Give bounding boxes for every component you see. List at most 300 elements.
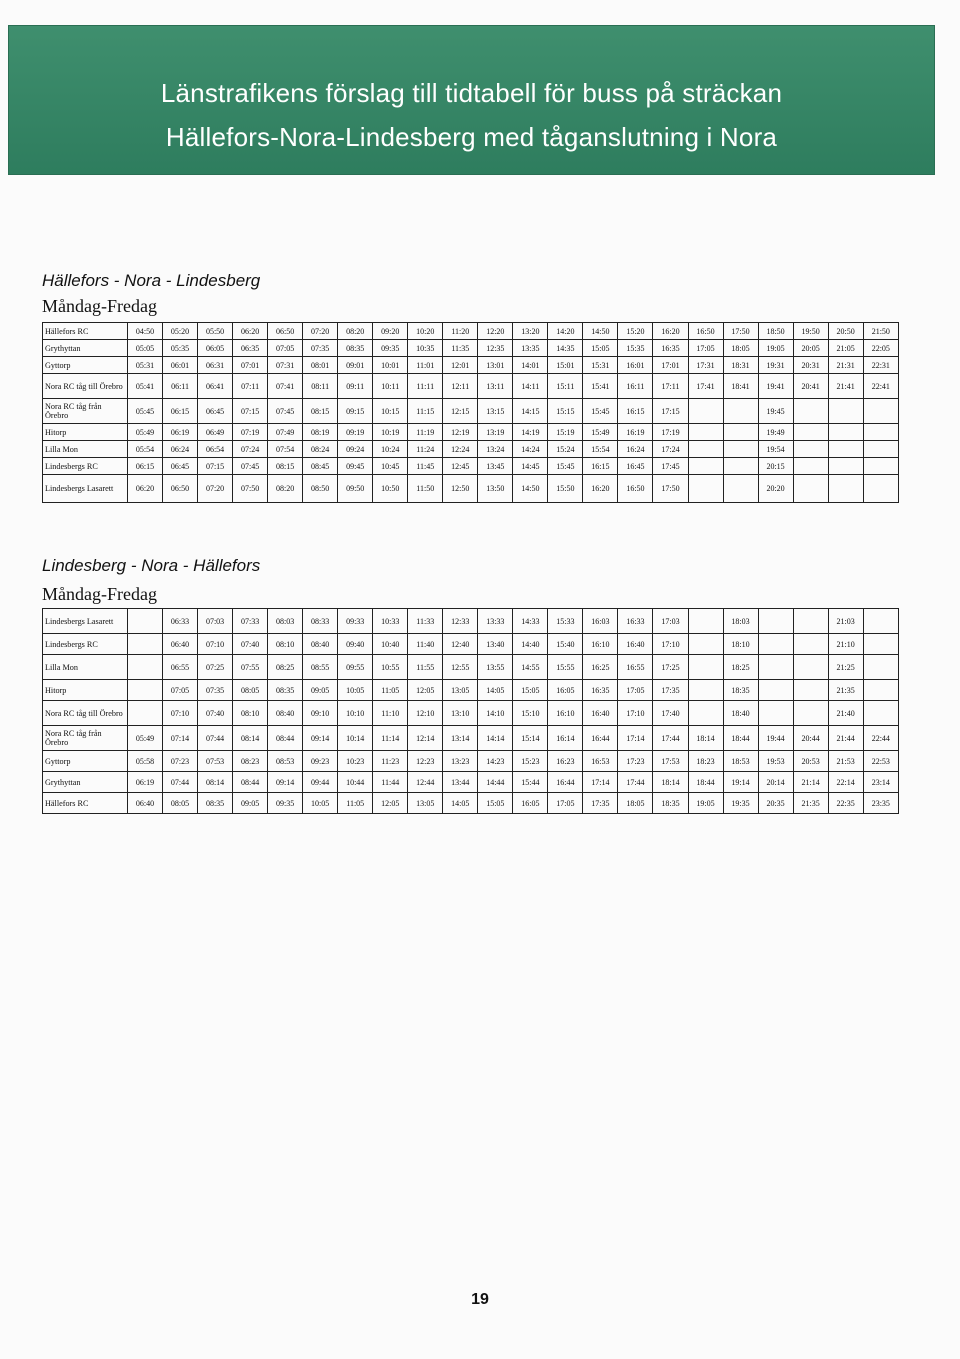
departure-time: 06:35 — [233, 340, 268, 357]
departure-time: 05:58 — [128, 751, 163, 772]
departure-time: 08:44 — [268, 726, 303, 751]
departure-time: 08:15 — [303, 399, 338, 424]
departure-time: 12:45 — [443, 458, 478, 475]
departure-time: 08:20 — [338, 323, 373, 340]
departure-time — [723, 424, 758, 441]
departure-time: 13:24 — [478, 441, 513, 458]
departure-time: 07:05 — [163, 680, 198, 701]
departure-time: 22:05 — [863, 340, 898, 357]
departure-time: 10:44 — [338, 772, 373, 793]
departure-time — [758, 634, 793, 655]
departure-time: 06:45 — [198, 399, 233, 424]
departure-time: 12:05 — [373, 793, 408, 814]
departure-time: 18:14 — [688, 726, 723, 751]
departure-time: 10:55 — [373, 655, 408, 680]
departure-time: 08:05 — [163, 793, 198, 814]
departure-time: 16:44 — [548, 772, 583, 793]
departure-time — [828, 458, 863, 475]
departure-time — [863, 475, 898, 503]
timetable-lindesberg-hallefors — [42, 608, 899, 814]
departure-time: 18:53 — [723, 751, 758, 772]
departure-time: 17:25 — [653, 655, 688, 680]
departure-time: 06:15 — [128, 458, 163, 475]
departure-time: 16:24 — [618, 441, 653, 458]
departure-time: 08:19 — [303, 424, 338, 441]
departure-time: 07:35 — [303, 340, 338, 357]
departure-time: 15:33 — [548, 609, 583, 634]
departure-time: 08:53 — [268, 751, 303, 772]
departure-time — [723, 458, 758, 475]
departure-time: 07:10 — [198, 634, 233, 655]
departure-time: 08:10 — [233, 701, 268, 726]
departure-time: 11:50 — [408, 475, 443, 503]
table-row — [43, 701, 899, 726]
departure-time: 17:03 — [653, 609, 688, 634]
departure-time: 11:19 — [408, 424, 443, 441]
table-row — [43, 458, 899, 475]
stop-name: Hitorp — [43, 680, 128, 701]
departure-time: 19:05 — [688, 793, 723, 814]
departure-time: 18:05 — [618, 793, 653, 814]
departure-time — [863, 458, 898, 475]
departure-time: 15:49 — [583, 424, 618, 441]
departure-time: 22:41 — [863, 374, 898, 399]
departure-time: 07:25 — [198, 655, 233, 680]
departure-time: 06:54 — [198, 441, 233, 458]
departure-time: 18:41 — [723, 374, 758, 399]
stop-name: Nora RC tåg till Örebro — [43, 374, 128, 399]
departure-time: 17:45 — [653, 458, 688, 475]
departure-time: 08:50 — [303, 475, 338, 503]
departure-time: 10:24 — [373, 441, 408, 458]
departure-time: 13:19 — [478, 424, 513, 441]
departure-time: 12:35 — [478, 340, 513, 357]
departure-time: 14:05 — [443, 793, 478, 814]
departure-time — [863, 441, 898, 458]
table-row — [43, 475, 899, 503]
departure-time — [758, 701, 793, 726]
departure-time: 08:01 — [303, 357, 338, 374]
departure-time: 21:25 — [828, 655, 863, 680]
departure-time: 13:15 — [478, 399, 513, 424]
departure-time: 19:44 — [758, 726, 793, 751]
departure-time — [688, 680, 723, 701]
departure-time: 22:31 — [863, 357, 898, 374]
departure-time — [793, 424, 828, 441]
departure-time: 08:11 — [303, 374, 338, 399]
departure-time: 07:01 — [233, 357, 268, 374]
departure-time: 08:55 — [303, 655, 338, 680]
departure-time — [863, 399, 898, 424]
departure-time: 20:05 — [793, 340, 828, 357]
departure-time: 14:23 — [478, 751, 513, 772]
departure-time — [128, 655, 163, 680]
departure-time: 14:11 — [513, 374, 548, 399]
departure-time: 04:50 — [128, 323, 163, 340]
departure-time: 12:55 — [443, 655, 478, 680]
departure-time: 14:45 — [513, 458, 548, 475]
departure-time: 16:10 — [583, 634, 618, 655]
table-row — [43, 793, 899, 814]
departure-time: 15:05 — [478, 793, 513, 814]
departure-time: 07:31 — [268, 357, 303, 374]
departure-time: 06:45 — [163, 458, 198, 475]
departure-time — [863, 609, 898, 634]
departure-time: 22:53 — [863, 751, 898, 772]
departure-time: 16:45 — [618, 458, 653, 475]
page-number: 19 — [471, 1291, 489, 1308]
departure-time: 15:23 — [513, 751, 548, 772]
table-row — [43, 634, 899, 655]
departure-time: 08:33 — [303, 609, 338, 634]
departure-time — [863, 680, 898, 701]
departure-time: 10:15 — [373, 399, 408, 424]
departure-time — [828, 441, 863, 458]
departure-time — [128, 701, 163, 726]
departure-time: 14:19 — [513, 424, 548, 441]
departure-time: 15:54 — [583, 441, 618, 458]
departure-time: 18:35 — [723, 680, 758, 701]
table-row — [43, 399, 899, 424]
departure-time: 13:14 — [443, 726, 478, 751]
departure-time: 15:20 — [618, 323, 653, 340]
departure-time: 15:55 — [548, 655, 583, 680]
departure-time: 10:05 — [338, 680, 373, 701]
departure-time: 21:14 — [793, 772, 828, 793]
departure-time: 13:10 — [443, 701, 478, 726]
departure-time — [688, 609, 723, 634]
departure-time: 15:05 — [583, 340, 618, 357]
stop-name: Lilla Mon — [43, 655, 128, 680]
departure-time: 19:41 — [758, 374, 793, 399]
departure-time: 19:50 — [793, 323, 828, 340]
departure-time — [793, 475, 828, 503]
departure-time: 12:40 — [443, 634, 478, 655]
table-row — [43, 655, 899, 680]
departure-time: 08:25 — [268, 655, 303, 680]
departure-time: 15:19 — [548, 424, 583, 441]
table-row — [43, 357, 899, 374]
table-row — [43, 424, 899, 441]
departure-time: 14:15 — [513, 399, 548, 424]
departure-time: 12:44 — [408, 772, 443, 793]
departure-time — [863, 655, 898, 680]
departure-time: 15:10 — [513, 701, 548, 726]
departure-time: 15:11 — [548, 374, 583, 399]
departure-time — [793, 655, 828, 680]
departure-time — [758, 655, 793, 680]
departure-time: 11:23 — [373, 751, 408, 772]
departure-time: 11:20 — [443, 323, 478, 340]
departure-time: 20:41 — [793, 374, 828, 399]
departure-time: 16:55 — [618, 655, 653, 680]
departure-time: 07:40 — [198, 701, 233, 726]
section-2-subheading: Måndag-Fredag — [42, 584, 157, 604]
departure-time: 07:40 — [233, 634, 268, 655]
departure-time: 15:05 — [513, 680, 548, 701]
departure-time: 08:40 — [268, 701, 303, 726]
stop-name: Lindesbergs Lasarett — [43, 475, 128, 503]
departure-time: 07:20 — [198, 475, 233, 503]
departure-time: 20:20 — [758, 475, 793, 503]
departure-time — [128, 680, 163, 701]
departure-time: 18:05 — [723, 340, 758, 357]
departure-time: 14:35 — [548, 340, 583, 357]
departure-time: 10:11 — [373, 374, 408, 399]
departure-time: 09:33 — [338, 609, 373, 634]
section-1-subheading: Måndag-Fredag — [42, 296, 157, 316]
departure-time: 06:19 — [163, 424, 198, 441]
departure-time: 08:35 — [198, 793, 233, 814]
departure-time: 16:35 — [583, 680, 618, 701]
departure-time: 08:20 — [268, 475, 303, 503]
departure-time: 15:14 — [513, 726, 548, 751]
departure-time: 20:50 — [828, 323, 863, 340]
departure-time: 10:19 — [373, 424, 408, 441]
departure-time: 17:53 — [653, 751, 688, 772]
departure-time — [688, 634, 723, 655]
departure-time: 05:54 — [128, 441, 163, 458]
departure-time: 07:15 — [198, 458, 233, 475]
departure-time: 11:05 — [373, 680, 408, 701]
departure-time — [688, 701, 723, 726]
departure-time — [793, 680, 828, 701]
stop-name: Hällefors RC — [43, 793, 128, 814]
departure-time: 19:45 — [758, 399, 793, 424]
departure-time: 12:01 — [443, 357, 478, 374]
stop-name: Lilla Mon — [43, 441, 128, 458]
departure-time: 09:15 — [338, 399, 373, 424]
departure-time: 08:44 — [233, 772, 268, 793]
departure-time: 05:49 — [128, 726, 163, 751]
departure-time — [793, 701, 828, 726]
departure-time: 09:05 — [233, 793, 268, 814]
departure-time: 07:19 — [233, 424, 268, 441]
departure-time: 15:45 — [548, 458, 583, 475]
departure-time: 15:35 — [618, 340, 653, 357]
departure-time: 11:10 — [373, 701, 408, 726]
departure-time: 12:10 — [408, 701, 443, 726]
departure-time — [723, 475, 758, 503]
departure-time: 11:05 — [338, 793, 373, 814]
departure-time: 21:53 — [828, 751, 863, 772]
departure-time: 17:23 — [618, 751, 653, 772]
departure-time: 13:05 — [408, 793, 443, 814]
departure-time: 15:15 — [548, 399, 583, 424]
departure-time: 16:25 — [583, 655, 618, 680]
table-row — [43, 323, 899, 340]
stop-name: Nora RC tåg till Örebro — [43, 701, 128, 726]
departure-time — [688, 655, 723, 680]
departure-time: 11:35 — [443, 340, 478, 357]
departure-time: 19:53 — [758, 751, 793, 772]
departure-time — [793, 609, 828, 634]
departure-time: 15:45 — [583, 399, 618, 424]
departure-time: 17:19 — [653, 424, 688, 441]
departure-time: 09:14 — [268, 772, 303, 793]
departure-time: 09:01 — [338, 357, 373, 374]
departure-time: 17:14 — [583, 772, 618, 793]
departure-time: 05:49 — [128, 424, 163, 441]
departure-time: 09:14 — [303, 726, 338, 751]
departure-time: 08:35 — [268, 680, 303, 701]
departure-time: 09:50 — [338, 475, 373, 503]
departure-time: 20:14 — [758, 772, 793, 793]
stop-name: Nora RC tåg från Örebro — [43, 726, 128, 751]
departure-time: 13:44 — [443, 772, 478, 793]
departure-time: 21:35 — [793, 793, 828, 814]
banner-title-line-2: Hällefors-Nora-Lindesberg med tåganslutning i Nora — [165, 122, 778, 152]
departure-time: 15:41 — [583, 374, 618, 399]
departure-time: 05:45 — [128, 399, 163, 424]
departure-time: 12:19 — [443, 424, 478, 441]
departure-time — [758, 609, 793, 634]
departure-time — [723, 399, 758, 424]
departure-time: 12:14 — [408, 726, 443, 751]
departure-time: 18:44 — [723, 726, 758, 751]
departure-time: 21:31 — [828, 357, 863, 374]
table-row — [43, 374, 899, 399]
departure-time: 19:54 — [758, 441, 793, 458]
departure-time: 07:53 — [198, 751, 233, 772]
departure-time: 17:35 — [583, 793, 618, 814]
departure-time: 11:11 — [408, 374, 443, 399]
departure-time: 13:40 — [478, 634, 513, 655]
departure-time — [828, 399, 863, 424]
departure-time: 07:54 — [268, 441, 303, 458]
departure-time: 17:15 — [653, 399, 688, 424]
departure-time — [863, 701, 898, 726]
departure-time: 09:19 — [338, 424, 373, 441]
departure-time: 20:15 — [758, 458, 793, 475]
departure-time: 07:45 — [233, 458, 268, 475]
departure-time: 06:20 — [128, 475, 163, 503]
departure-time: 18:03 — [723, 609, 758, 634]
departure-time — [793, 458, 828, 475]
departure-time: 09:40 — [338, 634, 373, 655]
departure-time: 17:10 — [653, 634, 688, 655]
departure-time: 16:01 — [618, 357, 653, 374]
departure-time — [793, 634, 828, 655]
departure-time: 08:15 — [268, 458, 303, 475]
departure-time: 07:20 — [303, 323, 338, 340]
departure-time: 13:05 — [443, 680, 478, 701]
departure-time: 13:35 — [513, 340, 548, 357]
stop-name: Lindesbergs Lasarett — [43, 609, 128, 634]
departure-time: 11:01 — [408, 357, 443, 374]
departure-time: 06:31 — [198, 357, 233, 374]
departure-time — [863, 634, 898, 655]
departure-time — [723, 441, 758, 458]
departure-time: 09:55 — [338, 655, 373, 680]
departure-time: 10:05 — [303, 793, 338, 814]
departure-time: 16:15 — [583, 458, 618, 475]
departure-time — [128, 609, 163, 634]
stop-name: Nora RC tåg från Örebro — [43, 399, 128, 424]
departure-time: 07:44 — [163, 772, 198, 793]
departure-time: 09:44 — [303, 772, 338, 793]
departure-time: 14:14 — [478, 726, 513, 751]
departure-time: 15:40 — [548, 634, 583, 655]
departure-time: 11:40 — [408, 634, 443, 655]
departure-time: 08:14 — [233, 726, 268, 751]
departure-time: 10:01 — [373, 357, 408, 374]
departure-time: 18:35 — [653, 793, 688, 814]
departure-time: 17:24 — [653, 441, 688, 458]
departure-time: 10:20 — [408, 323, 443, 340]
timetable-hallefors-lindesberg — [42, 322, 899, 503]
departure-time: 11:14 — [373, 726, 408, 751]
departure-time: 14:55 — [513, 655, 548, 680]
departure-time: 18:23 — [688, 751, 723, 772]
departure-time: 06:05 — [198, 340, 233, 357]
departure-time: 08:45 — [303, 458, 338, 475]
section-1-heading: Hällefors - Nora - Lindesberg — [42, 271, 261, 290]
departure-time: 14:33 — [513, 609, 548, 634]
departure-time: 06:15 — [163, 399, 198, 424]
departure-time — [688, 399, 723, 424]
departure-time: 16:14 — [548, 726, 583, 751]
stop-name: Lindesbergs RC — [43, 458, 128, 475]
departure-time: 17:01 — [653, 357, 688, 374]
departure-time: 06:01 — [163, 357, 198, 374]
departure-time: 23:35 — [863, 793, 898, 814]
departure-time — [828, 424, 863, 441]
departure-time: 16:50 — [688, 323, 723, 340]
departure-time: 17:50 — [653, 475, 688, 503]
departure-time: 07:35 — [198, 680, 233, 701]
departure-time: 09:05 — [303, 680, 338, 701]
departure-time: 08:23 — [233, 751, 268, 772]
departure-time: 08:35 — [338, 340, 373, 357]
departure-time: 17:41 — [688, 374, 723, 399]
departure-time: 14:50 — [583, 323, 618, 340]
departure-time: 14:44 — [478, 772, 513, 793]
stop-name: Grythyttan — [43, 772, 128, 793]
departure-time: 12:20 — [478, 323, 513, 340]
departure-time — [688, 424, 723, 441]
departure-time: 20:35 — [758, 793, 793, 814]
departure-time: 05:41 — [128, 374, 163, 399]
table-row — [43, 609, 899, 634]
departure-time: 20:31 — [793, 357, 828, 374]
departure-time: 10:23 — [338, 751, 373, 772]
departure-time: 21:41 — [828, 374, 863, 399]
departure-time: 07:44 — [198, 726, 233, 751]
departure-time: 15:24 — [548, 441, 583, 458]
departure-time: 15:50 — [548, 475, 583, 503]
stop-name: Lindesbergs RC — [43, 634, 128, 655]
departure-time: 18:50 — [758, 323, 793, 340]
departure-time: 17:40 — [653, 701, 688, 726]
departure-time: 14:50 — [513, 475, 548, 503]
departure-time: 16:10 — [548, 701, 583, 726]
departure-time: 06:40 — [163, 634, 198, 655]
departure-time: 14:20 — [548, 323, 583, 340]
departure-time: 21:40 — [828, 701, 863, 726]
departure-time: 07:41 — [268, 374, 303, 399]
departure-time: 20:44 — [793, 726, 828, 751]
stop-name: Gyttorp — [43, 357, 128, 374]
departure-time: 16:44 — [583, 726, 618, 751]
departure-time: 09:35 — [373, 340, 408, 357]
departure-time: 16:53 — [583, 751, 618, 772]
departure-time: 09:45 — [338, 458, 373, 475]
departure-time: 17:44 — [618, 772, 653, 793]
departure-time: 05:35 — [163, 340, 198, 357]
departure-time: 16:11 — [618, 374, 653, 399]
departure-time: 10:10 — [338, 701, 373, 726]
